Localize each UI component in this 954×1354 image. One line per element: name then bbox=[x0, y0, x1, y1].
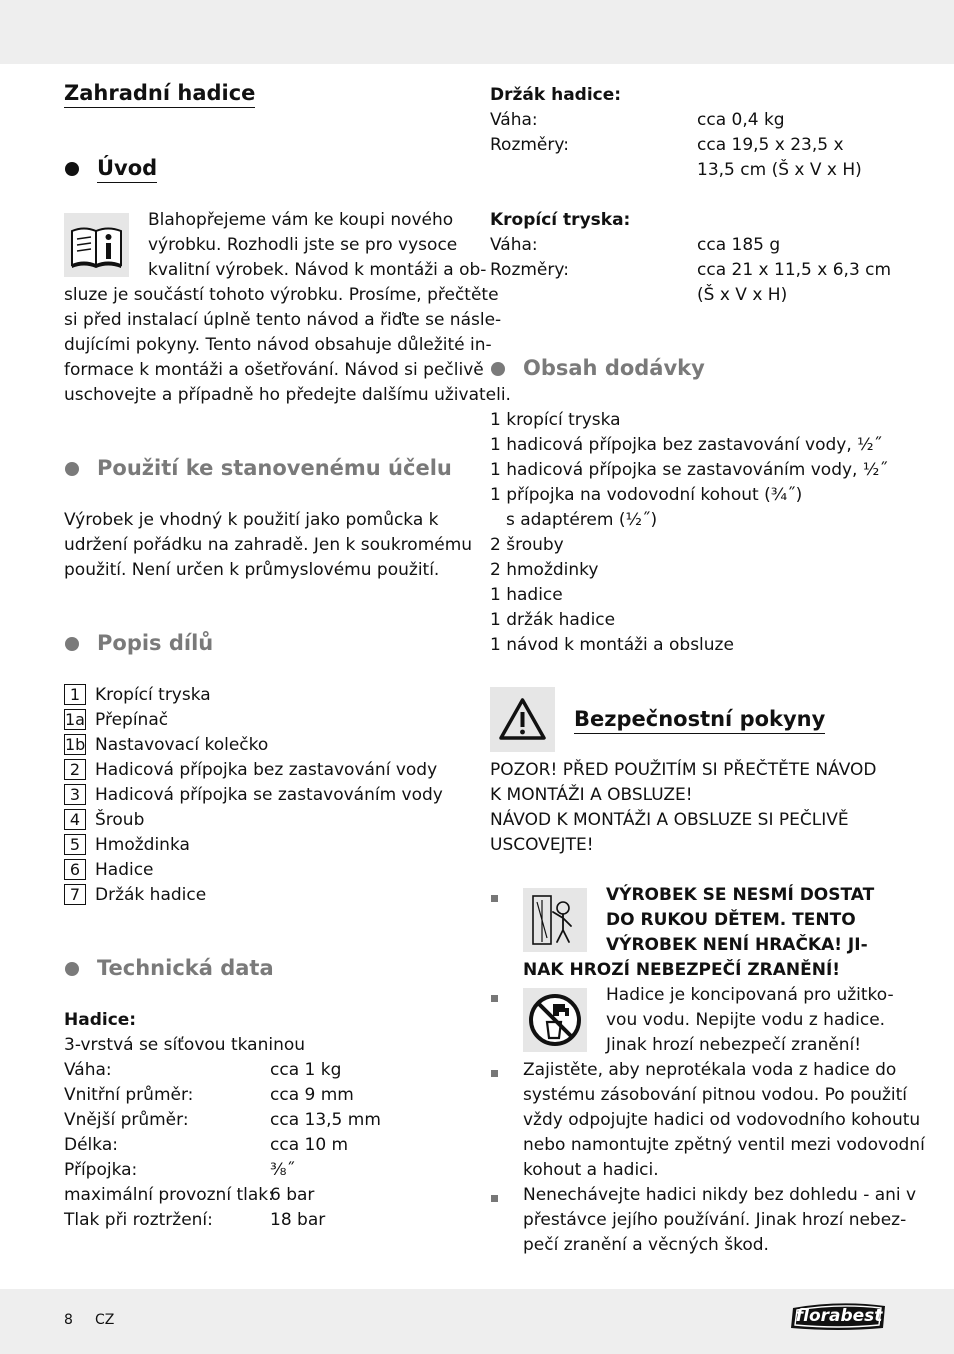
page-title: Zahradní hadice bbox=[64, 79, 255, 108]
intro-line-6: dujícími pokyny. Tento návod obsahuje důležité in- bbox=[64, 335, 492, 355]
child-warning-line-1: VÝROBEK SE NESMÍ DOSTAT bbox=[606, 885, 875, 905]
delivery-item: 1 přípojka na vodovodní kohout (¾˝) bbox=[490, 485, 803, 505]
intro-line-3: kvalitní výrobek. Návod k montáži a ob- bbox=[148, 260, 487, 280]
spec-value: ⅜˝ bbox=[270, 1160, 295, 1180]
part-item bbox=[64, 833, 190, 858]
backflow-line-1: Zajistěte, aby neprotékala voda z hadice do bbox=[523, 1060, 897, 1080]
spec-value: cca 0,4 kg bbox=[697, 110, 785, 130]
water-warning-line-3: Jinak hrozí nebezpečí zranění! bbox=[606, 1035, 862, 1055]
child-warning-line-2: DO RUKOU DĚTEM. TENTO bbox=[606, 910, 856, 930]
water-warning-line-1: Hadice je koncipovaná pro užitko- bbox=[606, 985, 894, 1005]
intended-use-line-2: udržení pořádku na zahradě. Jen k soukromému bbox=[64, 535, 473, 555]
spec-key: maximální provozní tlak: bbox=[64, 1185, 274, 1205]
bullet-square-icon bbox=[491, 1195, 498, 1202]
delivery-item: 1 návod k montáži a obsluze bbox=[490, 635, 734, 655]
delivery-item: 2 šrouby bbox=[490, 535, 564, 555]
brand-name: florabest bbox=[795, 1306, 883, 1326]
spec-value: 13,5 cm (Š x V x H) bbox=[697, 160, 862, 180]
part-item bbox=[64, 758, 437, 783]
section-bullet-icon bbox=[491, 362, 505, 376]
child-hazard-icon bbox=[523, 888, 587, 952]
part-number: 6 bbox=[64, 859, 86, 880]
no-drinking-water-icon bbox=[523, 988, 587, 1052]
part-number: 1b bbox=[65, 735, 86, 754]
part-label: Držák hadice bbox=[95, 885, 207, 905]
spec-value: cca 1 kg bbox=[270, 1060, 342, 1080]
part-item bbox=[64, 708, 168, 733]
read-manual-icon bbox=[64, 213, 129, 277]
spec-value: cca 9 mm bbox=[270, 1085, 354, 1105]
warning-line-4: USCOVEJTE! bbox=[490, 835, 594, 855]
parts-heading: Popis dílů bbox=[97, 631, 214, 655]
part-number: 1a bbox=[65, 710, 85, 729]
delivery-item: 1 hadicová přípojka bez zastavování vody, ½˝ bbox=[490, 435, 883, 455]
intro-heading: Úvod bbox=[97, 154, 157, 183]
part-label: Hadice bbox=[95, 860, 154, 880]
spec-key: Váha: bbox=[64, 1060, 112, 1080]
spec-value: 6 bar bbox=[270, 1185, 315, 1205]
section-bullet-icon bbox=[65, 162, 79, 176]
intended-use-line-1: Výrobek je vhodný k použití jako pomůcka k bbox=[64, 510, 439, 530]
part-item bbox=[64, 858, 154, 883]
part-label: Přepínač bbox=[95, 710, 169, 730]
part-label: Hadicová přípojka se zastavováním vody bbox=[95, 785, 443, 805]
technical-heading: Technická data bbox=[97, 956, 274, 980]
spec-value: cca 10 m bbox=[270, 1135, 349, 1155]
part-item bbox=[64, 733, 268, 758]
intro-line-5: si před instalací úplně tento návod a řiďte se násle- bbox=[64, 310, 502, 330]
spec-value: cca 21 x 11,5 x 6,3 cm bbox=[697, 260, 892, 280]
language-code: CZ bbox=[95, 1312, 115, 1328]
spec-key: Vnitřní průměr: bbox=[64, 1085, 194, 1105]
delivery-item: 1 kropící tryska bbox=[490, 410, 621, 430]
part-label: Hmoždinka bbox=[95, 835, 190, 855]
hose-description: 3-vrstvá se síťovou tkaninou bbox=[64, 1035, 306, 1055]
part-item bbox=[64, 683, 211, 708]
part-label: Hadicová přípojka bez zastavování vody bbox=[95, 760, 438, 780]
section-bullet-icon bbox=[65, 462, 79, 476]
backflow-line-5: kohout a hadici. bbox=[523, 1160, 659, 1180]
intro-line-7: formace k montáži a ošetřování. Návod si pečlivě bbox=[64, 360, 484, 380]
warning-line-1: POZOR! PŘED POUŽITÍM SI PŘEČTĚTE NÁVOD bbox=[490, 760, 877, 780]
child-warning-line-3: VÝROBEK NENÍ HRAČKA! JI- bbox=[606, 935, 868, 955]
intro-line-1: Blahopřejeme vám ke koupi nového bbox=[148, 210, 454, 230]
part-number: 7 bbox=[64, 884, 86, 905]
warning-triangle-icon bbox=[490, 687, 555, 752]
page-number: 8 bbox=[64, 1312, 73, 1328]
spec-value: cca 19,5 x 23,5 x bbox=[697, 135, 844, 155]
intro-line-2: výrobku. Rozhodli jste se pro vysoce bbox=[148, 235, 458, 255]
part-number: 2 bbox=[64, 759, 86, 780]
bullet-square-icon bbox=[491, 895, 498, 902]
part-number: 5 bbox=[64, 834, 86, 855]
delivery-item: 1 hadicová přípojka se zastavováním vody, ½˝ bbox=[490, 460, 888, 480]
part-item bbox=[64, 808, 144, 833]
child-warning-line-4: NAK HROZÍ NEBEZPEČÍ ZRANĚNÍ! bbox=[523, 960, 841, 980]
spec-key: Přípojka: bbox=[64, 1160, 138, 1180]
delivery-item: s adaptérem (½˝) bbox=[506, 510, 658, 530]
part-number: 1 bbox=[64, 684, 86, 705]
part-item bbox=[64, 883, 206, 908]
spec-key: Rozměry: bbox=[490, 135, 569, 155]
spec-key: Váha: bbox=[490, 110, 538, 130]
intended-use-heading: Použití ke stanovenému účelu bbox=[97, 456, 452, 480]
intended-use-line-3: použití. Není určen k průmyslovému použití. bbox=[64, 560, 440, 580]
delivery-item: 1 hadice bbox=[490, 585, 563, 605]
florabest-logo bbox=[789, 1300, 889, 1332]
spec-value: (Š x V x H) bbox=[697, 285, 788, 305]
part-label: Nastavovací kolečko bbox=[95, 735, 269, 755]
delivery-heading: Obsah dodávky bbox=[523, 356, 705, 380]
warning-line-3: NÁVOD K MONTÁŽI A OBSLUZE SI PEČLIVĚ bbox=[490, 810, 849, 830]
top-band bbox=[0, 0, 954, 64]
intro-line-8: uschovejte a případně ho předejte dalšímu uživateli. bbox=[64, 385, 511, 405]
spec-value: cca 13,5 mm bbox=[270, 1110, 381, 1130]
backflow-line-4: nebo namontujte zpětný ventil mezi vodovodní bbox=[523, 1135, 925, 1155]
supervise-line-3: pečí zranění a věcných škod. bbox=[523, 1235, 769, 1255]
delivery-item: 2 hmoždinky bbox=[490, 560, 599, 580]
delivery-item: 1 držák hadice bbox=[490, 610, 616, 630]
spec-key: Váha: bbox=[490, 235, 538, 255]
spec-key: Tlak při roztržení: bbox=[64, 1210, 213, 1230]
spec-value: 18 bar bbox=[270, 1210, 326, 1230]
safety-heading: Bezpečnostní pokyny bbox=[574, 705, 825, 734]
water-warning-line-2: vou vodu. Nepijte vodu z hadice. bbox=[606, 1010, 886, 1030]
warning-line-2: K MONTÁŽI A OBSLUZE! bbox=[490, 785, 693, 805]
spec-key: Délka: bbox=[64, 1135, 118, 1155]
intro-line-4: sluze je součástí tohoto výrobku. Prosíme, přečtěte bbox=[64, 285, 499, 305]
backflow-line-2: systému zásobování pitnou vodou. Po použití bbox=[523, 1085, 908, 1105]
holder-title: Držák hadice: bbox=[490, 85, 622, 105]
spec-key: Vnější průměr: bbox=[64, 1110, 189, 1130]
hose-title: Hadice: bbox=[64, 1010, 137, 1030]
part-label: Šroub bbox=[95, 810, 145, 830]
spec-key: Rozměry: bbox=[490, 260, 569, 280]
part-number: 3 bbox=[64, 784, 86, 805]
supervise-line-1: Nenechávejte hadici nikdy bez dohledu - ani v bbox=[523, 1185, 917, 1205]
bullet-square-icon bbox=[491, 1070, 498, 1077]
nozzle-title: Kropící tryska: bbox=[490, 210, 631, 230]
backflow-line-3: vždy odpojujte hadici od vodovodního kohoutu bbox=[523, 1110, 921, 1130]
bullet-square-icon bbox=[491, 995, 498, 1002]
part-item bbox=[64, 783, 443, 808]
section-bullet-icon bbox=[65, 962, 79, 976]
part-number: 4 bbox=[64, 809, 86, 830]
part-label: Kropící tryska bbox=[95, 685, 211, 705]
spec-value: cca 185 g bbox=[697, 235, 781, 255]
section-bullet-icon bbox=[65, 637, 79, 651]
supervise-line-2: přestávce jejího používání. Jinak hrozí nebez- bbox=[523, 1210, 907, 1230]
